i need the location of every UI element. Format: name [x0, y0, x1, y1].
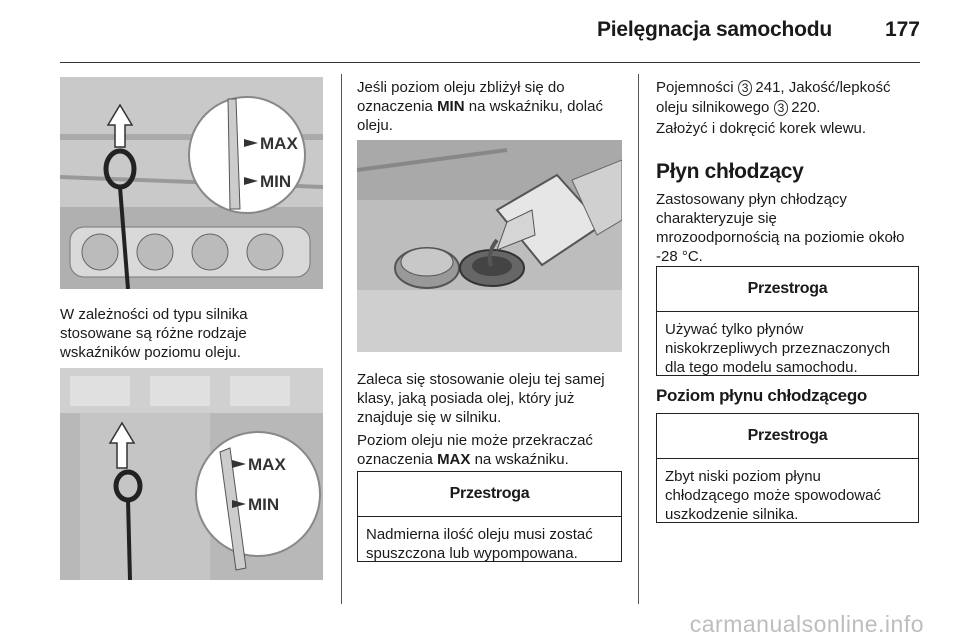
coolant-description: Zastosowany płyn chłodzący charakteryzuje się mrozoodpornością na poziomie około -28 °C. — [656, 191, 905, 265]
coolant-level-heading: Poziom płynu chłodzącego — [656, 386, 867, 405]
warning-body: Zbyt niski poziom płynu chłodzącego może spowodować uszkodzenie silnika. — [665, 468, 881, 523]
oil-class-text: Zaleca się stosowanie oleju tej samej klasy, jaką posiada olej, który już znajduje się w silniku. — [357, 371, 605, 426]
dipstick-types-text: W zależności od typu silnika stosowane są różne rodzaje wskaźników poziomu oleju. — [60, 306, 248, 361]
warning-body: Używać tylko płynów niskokrzepliwych przeznaczonych dla tego modelu samochodu. — [665, 321, 891, 376]
ref-arrow-icon: 3 — [774, 100, 789, 116]
max-level-text: Poziom oleju nie może przekraczać oznaczenia MAX na wskaźniku. — [357, 432, 593, 468]
dipstick-figure-1 — [60, 77, 323, 289]
max-label: MAX — [248, 455, 286, 474]
warning-box — [357, 471, 622, 562]
min-label: MIN — [260, 172, 292, 191]
column-divider-2 — [638, 74, 639, 604]
page-number: 177 — [884, 18, 920, 41]
coolant-warning-box — [656, 266, 919, 376]
warning-title: Przestroga — [657, 267, 918, 312]
warning-title: Przestroga — [657, 414, 918, 459]
column-divider-1 — [341, 74, 342, 604]
cap-instruction-text: Założyć i dokręcić korek wlewu. — [656, 120, 867, 137]
min-label: MIN — [248, 495, 280, 514]
warning-body: Nadmierna ilość oleju musi zostać spuszczona lub wypompowana. — [366, 526, 593, 562]
min-level-text: Jeśli poziom oleju zbliżył się do oznaczenia MIN na wskaźniku, dolać oleju. — [357, 79, 603, 134]
dipstick-figure-2 — [60, 368, 323, 580]
ref-arrow-icon: 3 — [738, 80, 753, 96]
capacities-text: Pojemności 3 241, Jakość/lepkość oleju silnikowego 3 220. — [656, 79, 891, 116]
warning-title: Przestroga — [358, 472, 621, 517]
page-header — [60, 0, 920, 63]
section-title: Pielęgnacja samochodu — [596, 18, 832, 41]
oil-filling-figure — [357, 140, 622, 352]
coolant-level-warning-box — [656, 413, 919, 523]
coolant-heading: Płyn chłodzący — [656, 160, 804, 183]
watermark: carmanualsonline.info — [689, 611, 924, 637]
max-label: MAX — [260, 134, 298, 153]
